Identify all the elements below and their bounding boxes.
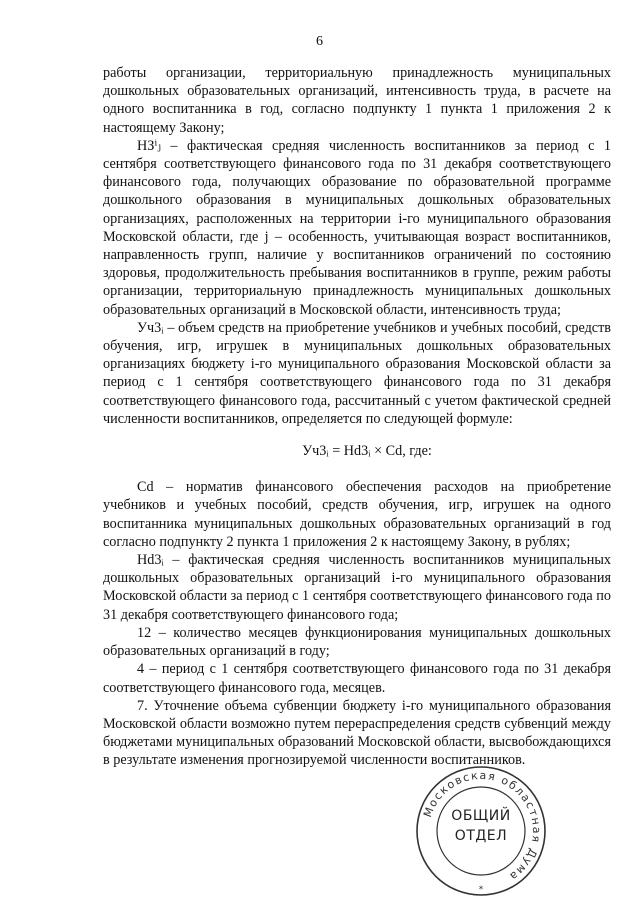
svg-text:*: * — [478, 885, 484, 895]
general-department-stamp — [414, 764, 548, 898]
stamp-ring-text: Московская областная Дума — [420, 768, 544, 884]
paragraph-5: Hd3ᵢ – фактическая средняя численность воспитанников муниципальных дошкольных образовательных организаций i-го муниципального образования Московской области за период с 1 сентября соответствующего финансового года по 31 декабря соответствующего финансового года; — [103, 552, 611, 623]
paragraph-3: Уч3ᵢ – объем средств на приобретение учебников и учебных пособий, средств обучения, игр, игрушек в муниципальных дошкольных образовательных организациях бюджету i-го муниципального образования Московской области за период с 1 сентября соответствующего финансового года по 31 декабря соответствующего финансового года, рассчитанный с учетом фактической средней численности воспитанников, определяется по следующей формуле: — [103, 319, 611, 427]
paragraph-2: НЗⁱⱼ – фактическая средняя численность воспитанников за период с 1 сентября соответствующего финансового года по 31 декабря соответствующего финансового года, получающих образование по образовательной программе дошкольного образования в муниципальных дошкольных образовательных организациях, расположенных на территории i-го муниципального образования Московской области, где j – особенность, учитывающая возраст воспитанников, направленность групп, наличие у воспитанников ограничений по состоянию здоровья, продолжительность пребывания воспитанников в группе, режим работы организации, территориальную принадлежность муниципальных дошкольных образовательных организаций в Московской области, интенсивность труда; — [103, 137, 611, 318]
paragraph-6: 12 – количество месяцев функционирования муниципальных дошкольных образовательных организаций в году; — [103, 624, 611, 660]
paragraph-8: 7. Уточнение объема субвенции бюджету i-го муниципального образования Московской области возможно путем перераспределения средств субвенций между бюджетами муниципальных образований Московской области, высвобождающихся в результате изменения прогнозируемой численности воспитанников. — [103, 697, 611, 769]
formula: Уч3ᵢ = Hd3ᵢ × Cd, где: — [302, 443, 432, 460]
paragraph-7: 4 – период с 1 сентября соответствующего финансового года по 31 декабря соответствующего финансового года, месяцев. — [103, 661, 611, 696]
stamp-inner-text — [414, 806, 548, 846]
paragraph-1: работы организации, территориальную принадлежность муниципальных дошкольных образовательных организаций, интенсивность труда, в расчете на одного воспитанника в год, согласно подпункту 1 пункта 1 приложения 2 к настоящему Закону; — [103, 65, 611, 136]
page-number: 6 — [316, 34, 323, 49]
stamp-line-2: ОТДЕЛ — [454, 828, 508, 844]
document-body — [103, 64, 611, 770]
stamp-line-1: ОБЩИЙ — [451, 808, 511, 824]
paragraph-4: Cd – норматив финансового обеспечения расходов на приобретение учебников и учебных пособий, средств обучения, игр, игрушек на одного воспитанника муниципальных дошкольных образовательных организаций в год согласно подпункту 2 пункта 1 приложения 2 к настоящему Закону, в рублях; — [103, 479, 611, 550]
